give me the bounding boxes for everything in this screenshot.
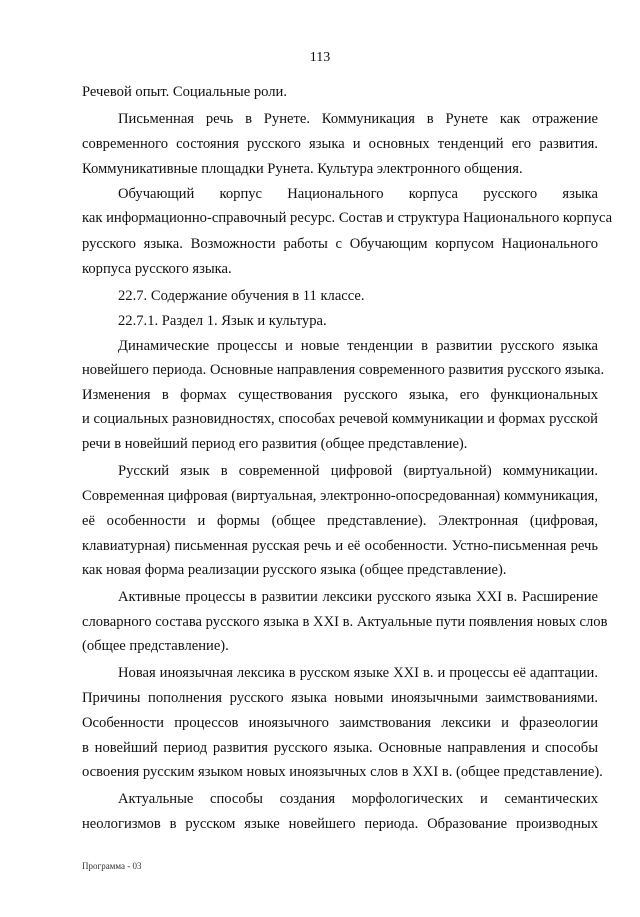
text-line: как информационно-справочный ресурс. Состав и структура Национального корпуса (82, 210, 613, 226)
footer-label: Программа - 03 (82, 861, 142, 871)
text-line: как новая форма реализации русского языка (общее представление). (82, 562, 507, 578)
page-number: 113 (309, 50, 331, 65)
text-line: Динамические процессы и новые тенденции в развитии русского языка (118, 338, 598, 354)
text-line: Коммуникативные площадки Рунета. Культура электронного общения. (82, 161, 523, 177)
text-line: Современная цифровая (виртуальная, электронно-опосредованная) коммуникация, (82, 488, 598, 504)
text-line: Письменная речь в Рунете. Коммуникация в Рунете как отражение (118, 111, 598, 127)
text-line: речи в новейший период его развития (общее представление). (82, 436, 468, 452)
text-line: Актуальные способы создания морфологических и семантических (118, 791, 598, 807)
text-line: Обучающий корпус Национального корпуса русского языка (118, 186, 598, 202)
text-line: (общее представление). (82, 638, 229, 654)
text-line: новейшего периода. Основные направления современного развития русского языка. (82, 362, 605, 378)
text-line: Причины пополнения русского языка новыми иноязычными заимствованиями. (82, 690, 598, 706)
text-line: корпуса русского языка. (82, 261, 232, 277)
text-line: Новая иноязычная лексика в русском языке XXI в. и процессы её адаптации. (118, 665, 598, 681)
text-line: словарного состава русского языка в XXI в. Актуальные пути появления новых слов (82, 614, 608, 630)
text-line: Русский язык в современной цифровой (виртуальной) коммуникации. (118, 463, 598, 479)
text-line: Особенности процессов иноязычного заимствования лексики и фразеологии (82, 715, 598, 731)
text-line: Речевой опыт. Социальные роли. (82, 84, 287, 100)
text-line: в новейший период развития русского языка. Основные направления и способы (82, 740, 598, 756)
text-line: Изменения в формах существования русского языка, его функциональных (82, 387, 598, 403)
text-line: и социальных разновидностях, способах речевой коммуникации и формах русской (82, 411, 598, 427)
text-line: неологизмов в русском языке новейшего периода. Образование производных (82, 816, 598, 832)
text-line: русского языка. Возможности работы с Обучающим корпусом Национального (82, 236, 598, 252)
text-line: освоения русским языком новых иноязычных слов в XXI в. (общее представление). (82, 764, 603, 780)
text-line: клавиатурная) письменная русская речь и её особенности. Устно-письменная речь (82, 538, 598, 554)
text-line: 22.7.1. Раздел 1. Язык и культура. (118, 313, 327, 329)
text-line: современного состояния русского языка и основных тенденций его развития. (82, 136, 598, 152)
text-line: её особенности и формы (общее представление). Электронная (цифровая, (82, 513, 598, 529)
text-line: Активные процессы в развитии лексики русского языка XXI в. Расширение (118, 589, 598, 605)
text-line: 22.7. Содержание обучения в 11 классе. (118, 288, 365, 304)
